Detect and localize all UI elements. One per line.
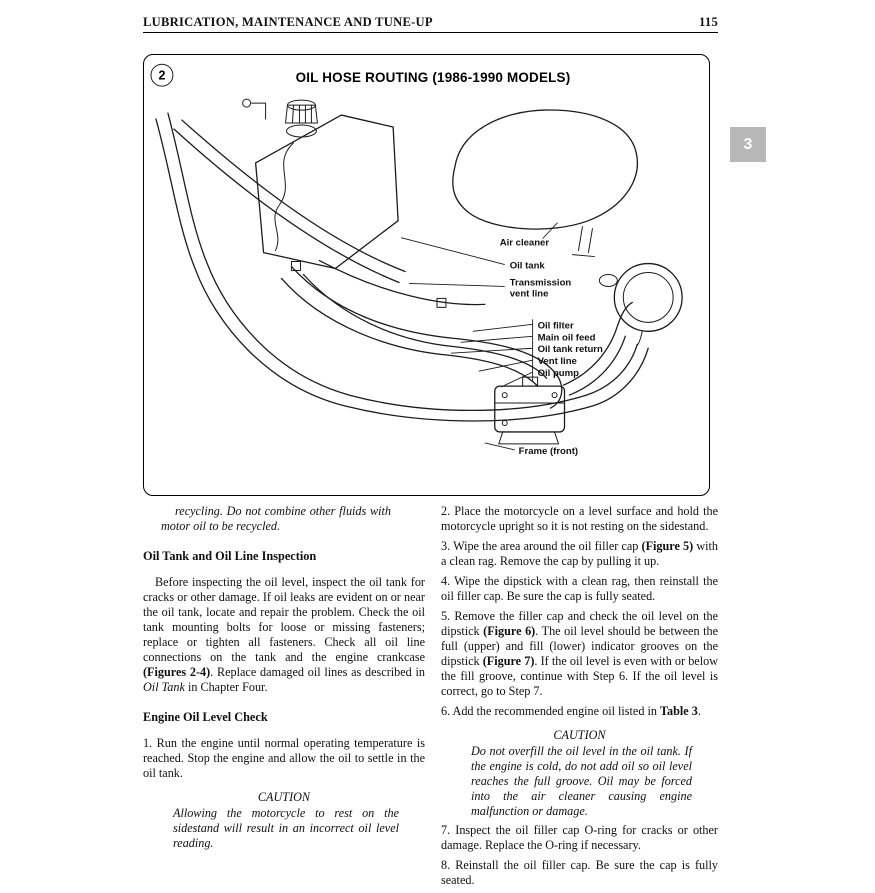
oil-filter-shape [599,264,682,346]
leader-oil-pump [501,372,533,387]
step-5 [441,609,718,699]
text-run: 3. Wipe the area around the oil filler cap [441,539,642,553]
text-run: . Replace damaged oil lines as described in [210,665,425,680]
tank-vent-pipe [252,103,266,119]
heading-engine-oil-level-check: Engine Oil Level Check [143,710,268,725]
text-run-bold: (Figure 5) [641,539,694,553]
text-run-bold: (Figure 7) [482,654,535,668]
text-run-bold: (Figure 6) [483,624,536,638]
pump-bolt [552,393,557,398]
label-air-cleaner: Air cleaner [499,237,550,249]
text-run: . [697,704,701,718]
page-number: 115 [699,15,718,29]
text-run: . The oil level should be between the full (upper) and fill (lower) indicator grooves on the dipstick [441,624,718,668]
filler-cap-ribs [292,105,311,123]
pump-foot [499,432,559,444]
figure-labels [500,238,603,457]
text-run: in Chapter Four. [184,680,268,695]
label-vent-line: Vent line [537,356,577,368]
caution-text: Allowing the motorcycle to rest on the sidestand will result in an incorrect oil level reading. [173,806,399,851]
hose-connector [291,262,300,271]
step-7: 7. Inspect the oil filler cap O-ring for cracks or other damage. Replace the O-ring if necessary. [441,823,718,852]
running-header-title: LUBRICATION, MAINTENANCE AND TUNE-UP [143,15,433,29]
step-3 [441,539,718,569]
filter-fitting [599,275,617,287]
chapter-tab: 3 [730,127,766,162]
figure-title: OIL HOSE ROUTING (1986-1990 MODELS) [295,70,571,86]
step-1: 1. Run the engine until normal operating temperature is reached. Stop the engine and allow the oil to settle in the oil tank. [143,736,425,781]
leader-transmission-vent [409,283,505,286]
right-column [441,504,718,893]
label-frame-front: Frame (front) [518,445,579,457]
running-header [143,15,718,30]
vent-pipe-end [243,99,251,107]
oil-filter-inner [623,273,673,323]
oil-pump-shape [495,377,565,444]
label-oil-tank-return: Oil tank return [537,344,603,356]
label-oil-pump: Oil pump [537,368,579,380]
leader-oil-filter [473,324,533,331]
caution-block-right [441,728,718,819]
tank-vent-hose [275,143,294,251]
label-oil-tank: Oil tank [509,260,545,272]
text-run: 5. Remove the filler cap and check the oil level on the dipstick [441,609,718,638]
text-run-bold: (Figures 2-4) [143,665,211,680]
caution-block-left [143,790,425,851]
pump-bolt [502,393,507,398]
oil-tank-shape [243,99,398,268]
header-rule [143,32,718,33]
label-transmission-vent-line-1: Transmission [509,277,572,289]
caution-label: CAUTION [553,728,606,742]
leader-air-cleaner [543,223,558,239]
air-cleaner-outline [453,110,638,229]
text-run-bold: Table 3 [660,704,698,718]
air-cleaner-fitting [572,227,594,257]
inspection-paragraph [143,575,425,695]
caution-text: Do not overfill the oil level in the oil tank. If the engine is cold, do not add oil so oil level reaches the full groove. Oil may be forced into the air cleaner causing engine malfunction or damage. [471,744,692,818]
left-column [143,504,425,893]
caution-label: CAUTION [257,790,311,805]
step-8: 8. Reinstall the oil filler cap. Be sure the cap is fully seated. [441,858,718,887]
text-run: with a clean rag. Remove the cap by pulling it up. [441,539,719,568]
step-2: 2. Place the motorcycle on a level surface and hold the motorcycle upright so it is not resting on the sidestand. [441,504,718,533]
step-6 [441,704,718,719]
label-oil-filter: Oil filter [537,320,574,332]
oil-hose-routing-diagram [144,55,709,495]
heading-oil-tank-inspection: Oil Tank and Oil Line Inspection [143,549,317,563]
leader-lines [401,223,557,450]
filter-drain-line [637,331,642,345]
text-run: Before inspecting the oil level, inspect the oil tank for cracks or other damage. If oil leaks are evident on or near the oil tank, locate and repair the problem. Check the oil tank mounting bolts for loose or missing fasteners; replace or tighten all fasteners. Check all oil line connections on the tank and the engine crankcase [143,575,425,665]
air-cleaner-shape [453,110,638,257]
text-run: . If the oil level is even with or below the fill groove, continue with Step 6. If the oil level is correct, go to Step 7. [441,654,718,698]
figure-2-box [143,54,710,496]
pump-bolt [502,420,507,425]
text-columns [143,504,718,893]
oil-filter-outline [614,264,682,332]
figure-number: 2 [158,68,166,83]
label-transmission-vent-line-2: vent line [509,288,549,300]
label-main-oil-feed: Main oil feed [537,332,596,344]
step-4: 4. Wipe the dipstick with a clean rag, then reinstall the oil filler cap. Be sure the cap is fully seated. [441,574,718,603]
vent-hose-line [319,261,484,305]
carryover-paragraph: recycling. Do not combine other fluids with motor oil to be recycled. [161,504,391,533]
leader-main-oil-feed [461,336,533,342]
text-run: 6. Add the recommended engine oil listed in [441,704,660,718]
text-run-italic: Oil Tank [143,680,185,695]
leader-oil-tank [401,238,505,265]
